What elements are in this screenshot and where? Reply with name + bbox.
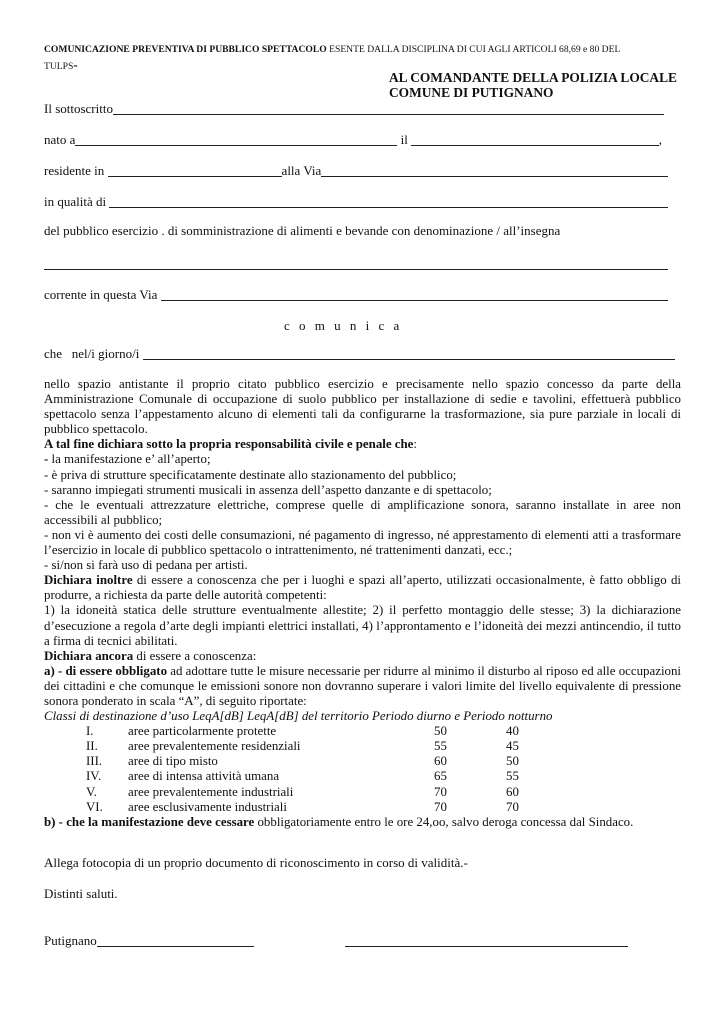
inoltre-text: di essere a conoscenza che per i luoghi e spazi all’aperto, utilizzati occasionalmente, è fatto obbligo di produrre, a richiesta da parte delle autorità competenti: [44,573,681,603]
point-a-bold: a) - di essere obbligato [44,663,168,678]
night-limit: 60 [506,784,519,799]
class-number: V. [86,784,97,799]
table-row [44,769,681,784]
day-limit: 55 [434,739,447,754]
inoltre-paragraph [44,573,681,603]
item-5: - non vi è aumento dei costi delle consumazioni, né pagamento di ingresso, né apprestamento di elementi atti a trasformare l’esercizio in locale di pubblico spettacolo o intrattenimento, né trattenimenti danzati, ecc.; [44,527,681,558]
label-alla-via: alla Via [281,163,322,178]
class-description: aree esclusivamente industriali [128,799,287,814]
ancora-line [44,649,681,664]
field-nato [44,132,662,148]
header-dash: - [73,57,78,72]
class-description: aree di intensa attività umana [128,769,280,784]
label-esercizio: del pubblico esercizio . di somministrazione di alimenti e bevande con denominazione / all’insegna [44,223,561,238]
dichiara-colon: : [413,437,417,452]
allega-line: Allega fotocopia di un proprio documento di riconoscimento in corso di validità.- [44,855,468,870]
label-residente: residente in [44,163,108,178]
field-putignano [44,933,254,949]
item-1-text: la manifestazione e’ all’aperto; [48,452,211,467]
label-comma: , [658,132,662,147]
class-number: VI. [86,799,103,814]
obblighi-paragraph: 1) la idoneità statica delle strutture eventualmente allestite; 2) il perfetto montaggio delle stesse; 3) la dichiarazione d’esecuzione a regola d’arte degli impianti elettrici installati, 4) l’approntamento e l’idoneità dei mezzi antincendio, il tutto a firma di tecnici abilitati. [44,603,681,648]
input-line-nato[interactable] [75,133,397,146]
table-row [44,724,681,739]
class-number: IV. [86,769,102,784]
day-limit: 70 [434,799,447,814]
input-line-qualita[interactable] [109,195,668,208]
label-nato: nato a [44,132,76,147]
noise-limits-table [44,724,681,815]
night-limit: 45 [506,739,519,754]
day-limit: 70 [434,784,447,799]
class-description: aree prevalentemente residenziali [128,739,301,754]
day-limit: 50 [434,724,447,739]
field-giorno [44,346,675,362]
point-b-bold: b) - che la manifestazione deve cessare [44,814,255,829]
header-title-line2: TULPS [44,61,74,72]
item-6: - si/non si farà uso di pedana per artisti. [44,558,248,573]
input-line-alla-via[interactable] [321,164,668,177]
label-sottoscritto: Il sottoscritto [44,101,113,116]
label-giorno: che nel/i giorno/i [44,346,143,361]
input-line-date[interactable] [97,934,254,947]
day-limit: 65 [434,769,447,784]
point-a-paragraph [44,664,681,709]
item-1 [44,452,681,467]
item-4: - che le eventuali attrezzature elettriche, comprese quelle di amplificazione sonora, saranno installate in aree non accessibili al pubblico; [44,497,681,527]
input-line-giorno[interactable] [143,347,675,360]
table-row [44,739,681,754]
day-limit: 60 [434,754,447,769]
class-description: aree prevalentemente industriali [128,784,294,799]
input-line-corrente[interactable] [161,288,668,301]
input-line-residente[interactable] [108,164,282,177]
label-putignano: Putignano [44,933,97,948]
item-2: - è priva di strutture specificatamente destinate allo stazionamento del pubblico; [44,467,457,482]
input-line-sottoscritto[interactable] [113,102,664,115]
table-row [44,785,681,800]
class-number: I. [86,724,94,739]
comunica-heading: c o m u n i c a [284,318,403,333]
input-line-insegna[interactable] [44,268,668,270]
dichiara-line [44,437,681,452]
label-il: il [397,132,412,147]
night-limit: 70 [506,799,519,814]
class-number: II. [86,739,98,754]
night-limit: 50 [506,754,519,769]
class-number: III. [86,754,103,769]
header-title-rest: ESENTE DALLA DISCIPLINA DI CUI AGLI ARTICOLI 68,69 e 80 DEL [326,44,621,55]
item-3: - saranno impiegati strumenti musicali in assenza dell’aspetto danzante e di spettacolo; [44,482,492,497]
input-line-il[interactable] [411,133,659,146]
point-b-line [44,815,681,830]
point-a-text: ad adottare tutte le misure necessarie per ridurre al minimo il disturbo al riposo ed alle occupazioni dei cittadini e che comunque le emissioni sonore non dovranno superare i valori limite del livello equivalente di pressione sonora ponderato in scala “A”, di seguito riportate: [44,663,681,708]
ancora-bold: Dichiara ancora [44,648,134,663]
label-qualita: in qualità di [44,194,110,209]
point-b-text: obbligatoriamente entro le ore 24,oo, salvo deroga concessa dal Sindaco. [254,814,634,829]
field-sottoscritto [44,101,664,117]
field-residente [44,163,668,179]
saluti-line: Distinti saluti. [44,886,118,901]
signature-line[interactable] [345,945,628,947]
declaration-body [44,377,681,830]
item-1-dash: - [44,452,49,467]
dichiara-bold: A tal fine dichiara sotto la propria responsabilità civile e penale che [44,437,414,452]
noise-table-header: Classi di destinazione d’uso LeqA[dB] LeqA[dB] del territorio Periodo diurno e Periodo notturno [44,709,553,724]
recipient-line1: AL COMANDANTE DELLA POLIZIA LOCALE [389,70,677,85]
label-corrente: corrente in questa Via [44,287,161,302]
table-row [44,800,681,815]
recipient-line2: COMUNE DI PUTIGNANO [389,85,554,100]
header-title: COMUNICAZIONE PREVENTIVA DI PUBBLICO SPETTACOLO [44,44,327,55]
class-description: aree particolarmente protette [128,724,277,739]
field-qualita [44,194,668,210]
field-corrente [44,287,668,303]
night-limit: 55 [506,769,519,784]
night-limit: 40 [506,724,519,739]
table-row [44,754,681,769]
recipient-block [389,70,677,100]
class-description: aree di tipo misto [128,754,218,769]
inoltre-bold: Dichiara inoltre [44,573,133,588]
ancora-text: di essere a conoscenza: [133,648,257,663]
intro-paragraph: nello spazio antistante il proprio citato pubblico esercizio e precisamente nello spazio concesso da parte della Amministrazione Comunale di occupazione di suolo pubblico per installazione di sedie e tavolini, effettuerà pubblico spettacolo senza l’appestamento alcuno di elementi tali da configurarne la trasformazione, sia pure parziale in locali di pubblico spettacolo. [44,377,681,437]
